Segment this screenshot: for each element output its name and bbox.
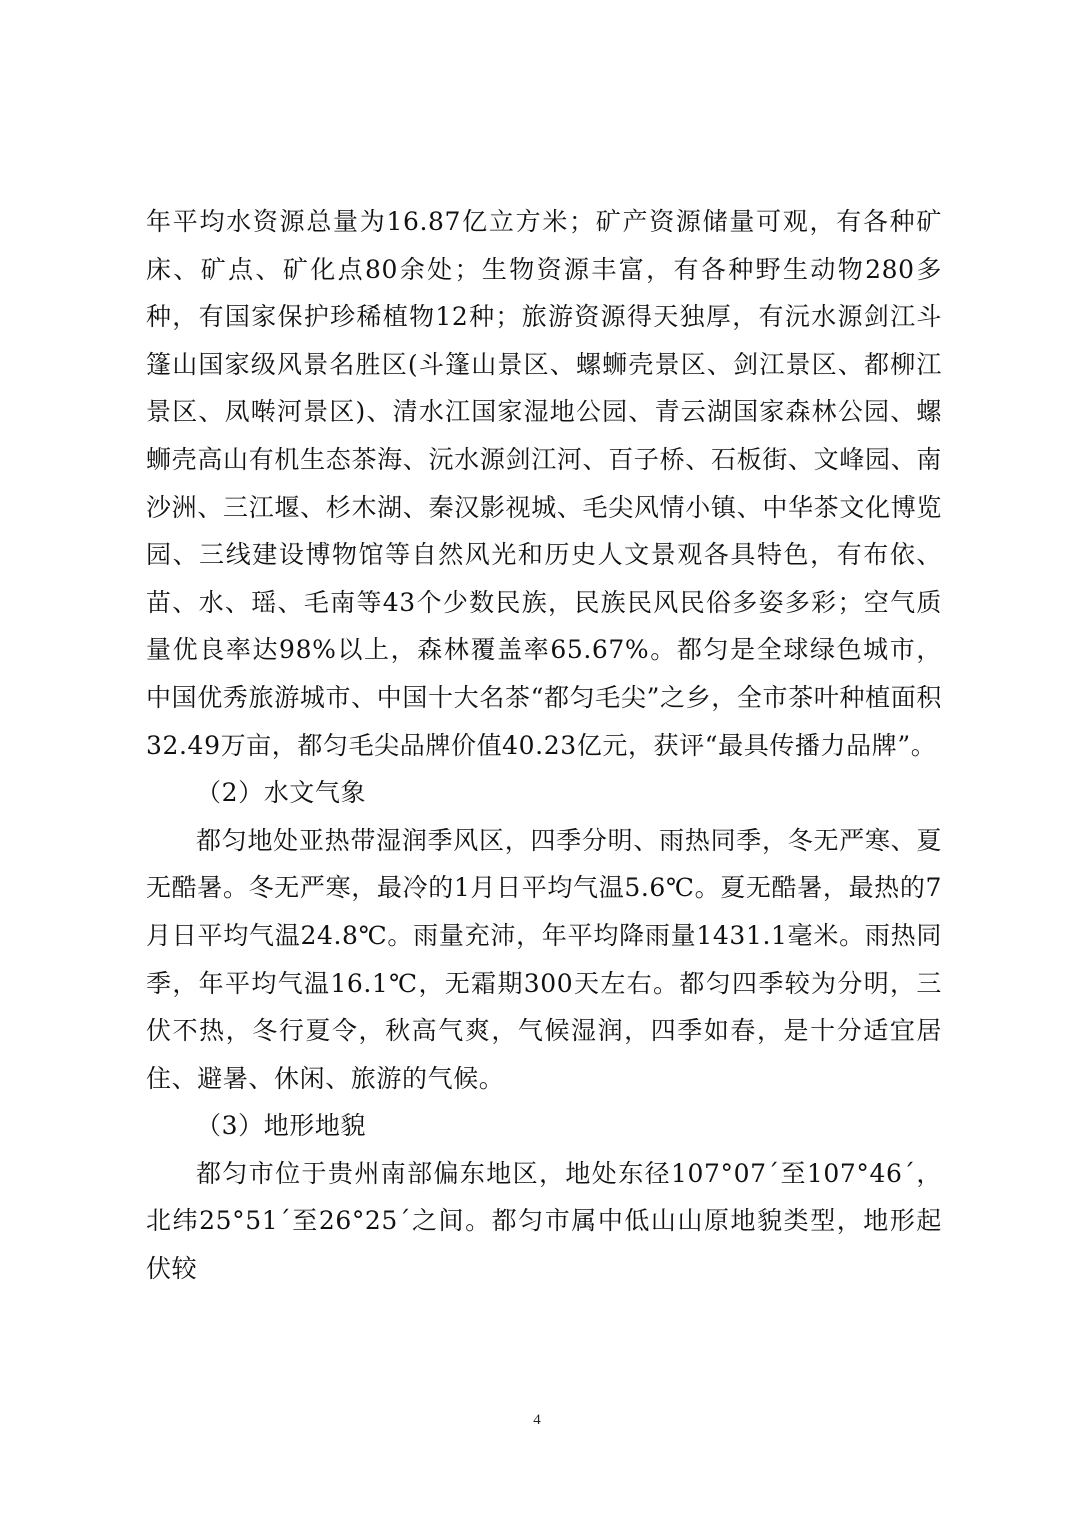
paragraph-terrain: 都匀市位于贵州南部偏东地区，地处东径107°07´至107°46´，北纬25°51´至26°25´之间。都匀市属中低山山原地貌类型，地形起伏较 bbox=[146, 1158, 942, 1284]
page-number: 4 bbox=[533, 1412, 541, 1428]
document-page bbox=[146, 198, 942, 1293]
paragraph-resources: 年平均水资源总量为16.87亿立方米；矿产资源储量可观，有各种矿床、矿点、矿化点80余处；生物资源丰富，有各种野生动物280多种，有国家保护珍稀植物12种；旅游资源得天独厚，有沅水源剑江斗篷山国家级风景名胜区(斗篷山景区、螺蛳壳景区、剑江景区、都柳江景区、凤啭河景区)、清水江国家湿地公园、青云湖国家森林公园、螺蛳壳高山有机生态茶海、沅水源剑江河、百子桥、石板街、文峰园、南沙洲、三江堰、杉木湖、秦汉影视城、毛尖风情小镇、中华茶文化博览园、三线建设博物馆等自然风光和历史人文景观各具特色，有布依、苗、水、瑶、毛南等43个少数民族，民族民风民俗多姿多彩；空气质量优良率达98%以上，森林覆盖率65.67%。都匀是全球绿色城市，中国优秀旅游城市、中国十大名茶“都匀毛尖”之乡，全市茶叶种植面积32.49万亩，都匀毛尖品牌价值40.23亿元，获评“最具传播力品牌”。 bbox=[146, 207, 942, 760]
heading-terrain: （3）地形地貌 bbox=[196, 1111, 367, 1141]
heading-hydrology-climate: （2）水文气象 bbox=[196, 778, 367, 808]
paragraph-climate: 都匀地处亚热带湿润季风区，四季分明、雨热同季，冬无严寒、夏无酷暑。冬无严寒，最冷的1月日平均气温5.6℃。夏无酷暑，最热的7月日平均气温24.8℃。雨量充沛，年平均降雨量1431.1毫米。雨热同季，年平均气温16.1℃，无霜期300天左右。都匀四季较为分明，三伏不热，冬行夏令，秋高气爽，气候湿润，四季如春，是十分适宜居住、避暑、休闲、旅游的气候。 bbox=[146, 825, 942, 1093]
